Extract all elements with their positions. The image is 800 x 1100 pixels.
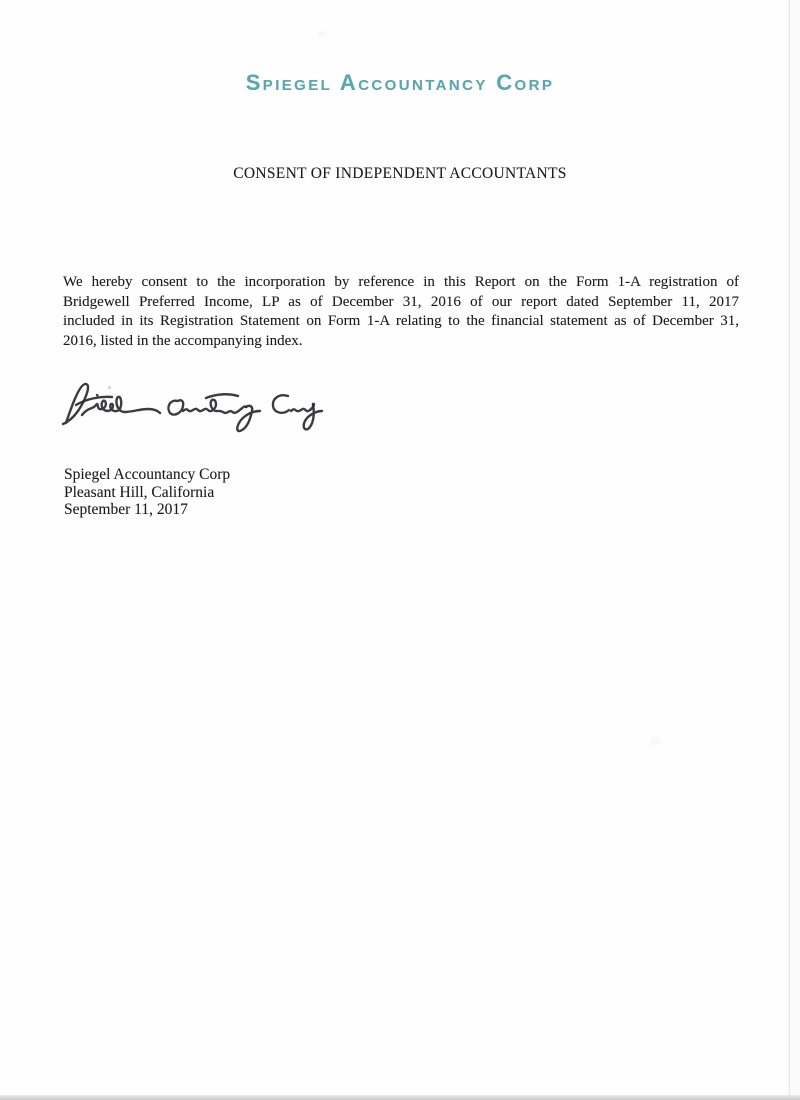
document-title: CONSENT OF INDEPENDENT ACCOUNTANTS [233, 165, 567, 182]
scan-artifact-speck [318, 31, 325, 36]
signoff-company: Spiegel Accountancy Corp [64, 466, 231, 483]
letterhead-company-name: Spiegel Accountancy Corp [245, 70, 555, 95]
scan-edge-right-margin [790, 0, 800, 1100]
scan-artifact-speck [108, 386, 111, 389]
body-line: 2016, listed in the accompanying index. [63, 332, 303, 349]
signature-handwriting [56, 371, 328, 437]
signoff-block [64, 466, 230, 519]
scan-artifact-speck [650, 738, 660, 746]
consent-paragraph [63, 273, 739, 351]
body-line: included in its Registration Statement on Form 1-A relating to the financial statement as of December 31, [63, 313, 739, 329]
body-line: We hereby consent to the incorporation by reference in this Report on the Form 1-A registration of [63, 274, 739, 290]
signoff-location: Pleasant Hill, California [64, 483, 215, 501]
scan-edge-bottom-band [0, 1095, 800, 1100]
signoff-date: September 11, 2017 [64, 501, 188, 519]
body-line: Bridgewell Preferred Income, LP as of December 31, 2016 of our report dated September 11, 2017 [63, 293, 739, 310]
